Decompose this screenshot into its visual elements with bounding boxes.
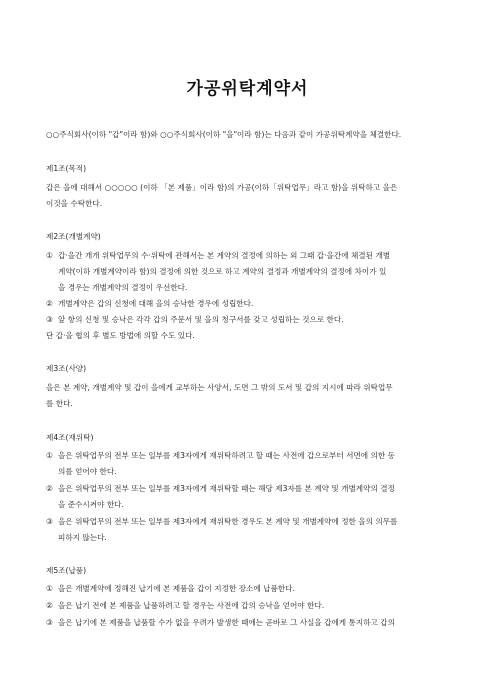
article4-item3-line-2: 피하지 않는다. bbox=[58, 533, 107, 542]
article3-line-2: 를 한다. bbox=[46, 399, 73, 408]
item-text: 을은 납기에 본 제품을 납품할 수가 없을 우려가 발생한 때에는 곧바로 그 사실을 갑에게 통지하고 갑의 bbox=[58, 618, 395, 627]
article2-item3 bbox=[46, 315, 446, 325]
item-text: 갑·을간 개개 위탁업무의 수·위탁에 관해서는 본 계약의 결정에 의하는 외 그때 갑·을간에 체결된 개별 bbox=[58, 251, 391, 260]
article5-item2 bbox=[46, 601, 446, 611]
item-text: 을은 위탁업무의 전부 또는 일부를 제3자에게 재위탁하려고 할 때는 사전에 갑으로부터 서면에 의한 동 bbox=[58, 451, 395, 460]
article4-heading: 제4조(재위탁) bbox=[46, 433, 94, 442]
article2-item1 bbox=[46, 251, 446, 261]
document-title: 가공위탁계약서 bbox=[186, 79, 309, 99]
item-number: ① bbox=[46, 251, 53, 260]
item-text: 앞 항의 신청 및 승낙은 각각 갑의 주문서 및 을의 청구서를 갖고 성립하는 것으로 한다. bbox=[58, 315, 344, 324]
article2-note: 단 갑·을 협의 후 별도 방법에 의할 수도 있다. bbox=[46, 331, 195, 340]
item-text: 을은 위탁업무의 전부 또는 일부를 제3자에게 재위탁할 때는 해당 제3자를 본 계약 및 개별계약의 결정 bbox=[58, 484, 395, 493]
item-number: ① bbox=[46, 451, 53, 460]
article4-item1 bbox=[46, 451, 446, 461]
article5-item1 bbox=[46, 584, 446, 594]
article4-item1-line-2: 의를 얻어야 한다. bbox=[58, 467, 117, 476]
item-number: ② bbox=[46, 299, 53, 308]
article4-item2 bbox=[46, 484, 446, 494]
article4-item2-line-2: 을 준수시켜야 한다. bbox=[58, 500, 124, 509]
intro-paragraph: ○○주식회사(이하 "갑"이라 함)와 ○○주식회사(이하 "을"이라 함)는 다음과 같이 가공위탁계약을 체결한다. bbox=[46, 130, 402, 139]
article3-line-1: 을은 본 계약, 개별계약 및 갑이 을에게 교부하는 사양서, 도면 그 밖의 도서 및 갑의 지시에 따라 위탁업무 bbox=[46, 383, 393, 392]
item-text: 을은 납기 전에 본 제품을 납품하려고 할 경우는 사전에 갑의 승낙을 얻어야 한다. bbox=[58, 601, 325, 610]
article3-heading: 제3조(사양) bbox=[46, 364, 87, 373]
item-text: 을은 위탁업무의 전부 또는 일부를 제3자에게 재위탁한 경우도 본 계약 및 개별계약에 정한 을의 의무를 bbox=[58, 517, 398, 526]
article4-item3 bbox=[46, 517, 446, 527]
article2-heading: 제2조(개별계약) bbox=[46, 232, 101, 241]
article5-item3 bbox=[46, 618, 446, 628]
item-number: ③ bbox=[46, 315, 53, 324]
item-text: 개별계약은 갑의 신청에 대해 을의 승낙한 경우에 성립한다. bbox=[58, 299, 254, 308]
article2-item1-line-3: 을 경우는 개별계약의 결정이 우선한다. bbox=[58, 283, 188, 292]
article1-heading: 제1조(목적) bbox=[46, 164, 87, 173]
item-number: ① bbox=[46, 584, 53, 593]
article1-line-2: 이것을 수탁한다. bbox=[46, 199, 103, 208]
article2-item2 bbox=[46, 299, 446, 309]
item-number: ② bbox=[46, 484, 53, 493]
item-text: 을은 개별계약에 정해진 납기에 본 제품을 갑이 지정한 장소에 납품한다. bbox=[58, 584, 295, 593]
item-number: ③ bbox=[46, 618, 53, 627]
article2-item1-line-2: 계약(이하 개별계약이라 함)의 결정에 의한 것으로 하고 계약의 결정과 개별계약의 결정에 차이가 있 bbox=[58, 267, 387, 276]
item-number: ② bbox=[46, 601, 53, 610]
item-number: ③ bbox=[46, 517, 53, 526]
article5-heading: 제5조(납품) bbox=[46, 566, 87, 575]
article1-line-1: 갑은 을에 대해서 ○○○○○ (이하 「본 제품」이라 함)의 가공(이하「위탁업무」라고 함)을 위탁하고 을은 bbox=[46, 183, 398, 192]
